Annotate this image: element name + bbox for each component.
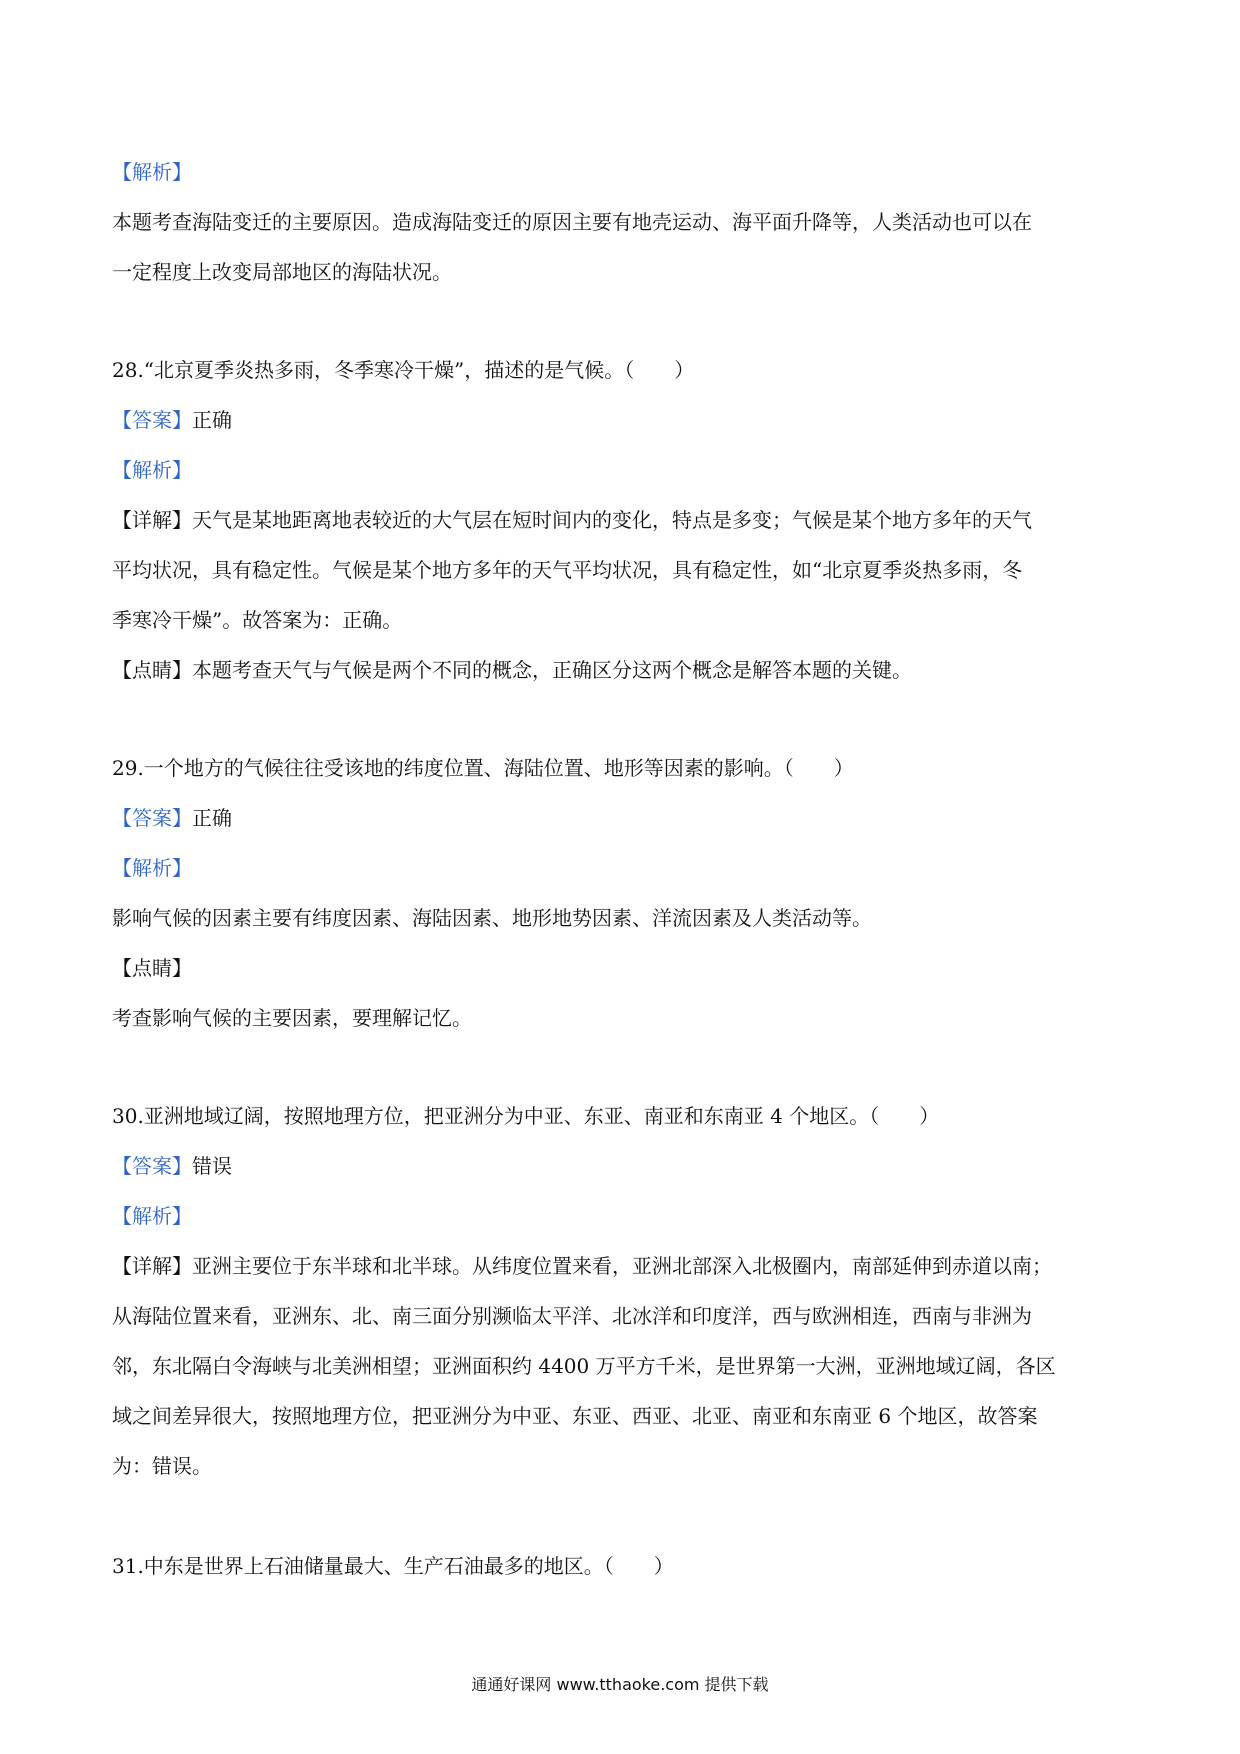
answer-label: 【答案】 (112, 408, 192, 432)
answer-row-28 (112, 406, 1132, 434)
analysis-heading-30 (112, 1202, 1132, 1230)
detail-text-28-line3: 季寒冷干燥”。故答案为：正确。 (112, 608, 403, 632)
analysis-label: 【解析】 (112, 856, 192, 880)
highlight-text-29: 考查影响气候的主要因素，要理解记忆。 (112, 1006, 472, 1030)
analysis-label: 【解析】 (112, 1204, 192, 1228)
question-31: 31.中东是世界上石油储量最大、生产石油最多的地区。（ ） (112, 1554, 674, 1578)
question-30: 30.亚洲地域辽阔，按照地理方位，把亚洲分为中亚、东亚、南亚和东南亚 4 个地区。（ ） (112, 1104, 940, 1128)
analysis-text-27-line1: 本题考查海陆变迁的主要原因。造成海陆变迁的原因主要有地壳运动、海平面升降等，人类活动也可以在 (112, 210, 1032, 234)
question-29: 29.一个地方的气候往往受该地的纬度位置、海陆位置、地形等因素的影响。（ ） (112, 756, 854, 780)
footer-text: 通通好课网 www.tthaoke.com 提供下载 (471, 1675, 769, 1694)
highlight-label: 【点睛】 (112, 658, 192, 682)
detail-label: 【详解】 (112, 1254, 192, 1278)
answer-value-28: 正确 (192, 408, 232, 432)
detail-row-30-line1 (112, 1252, 1132, 1280)
detail-text-28-line2: 平均状况，具有稳定性。气候是某个地方多年的天气平均状况，具有稳定性，如“北京夏季炎热多雨，冬 (112, 558, 1023, 582)
answer-label: 【答案】 (112, 806, 192, 830)
analysis-text-29: 影响气候的因素主要有纬度因素、海陆因素、地形地势因素、洋流因素及人类活动等。 (112, 906, 872, 930)
answer-label: 【答案】 (112, 1154, 192, 1178)
analysis-heading-27 (112, 158, 1132, 186)
analysis-label: 【解析】 (112, 458, 192, 482)
answer-row-29 (112, 804, 1132, 832)
detail-row-28-line1 (112, 506, 1132, 534)
answer-value-29: 正确 (192, 806, 232, 830)
detail-text-30-line5: 为：错误。 (112, 1454, 212, 1478)
highlight-label: 【点睛】 (112, 956, 192, 980)
detail-text-30-line1: 亚洲主要位于东半球和北半球。从纬度位置来看，亚洲北部深入北极圈内，南部延伸到赤道以南； (192, 1254, 1052, 1278)
analysis-heading-29 (112, 854, 1132, 882)
detail-text-30-line2: 从海陆位置来看，亚洲东、北、南三面分别濒临太平洋、北冰洋和印度洋，西与欧洲相连，西南与非洲为 (112, 1304, 1032, 1328)
highlight-text-28: 本题考查天气与气候是两个不同的概念，正确区分这两个概念是解答本题的关键。 (192, 658, 912, 682)
detail-text-28-line1: 天气是某地距离地表较近的大气层在短时间内的变化，特点是多变；气候是某个地方多年的天气 (192, 508, 1032, 532)
analysis-heading-28 (112, 456, 1132, 484)
question-28: 28.“北京夏季炎热多雨，冬季寒冷干燥”，描述的是气候。（ ） (112, 358, 695, 382)
analysis-text-27-line2: 一定程度上改变局部地区的海陆状况。 (112, 260, 452, 284)
analysis-label: 【解析】 (112, 160, 192, 184)
highlight-heading-29 (112, 954, 1132, 982)
detail-text-30-line3: 邻，东北隔白令海峡与北美洲相望；亚洲面积约 4400 万平方千米，是世界第一大洲，亚洲地域辽阔，各区 (112, 1354, 1056, 1378)
answer-value-30: 错误 (192, 1154, 232, 1178)
detail-text-30-line4: 域之间差异很大，按照地理方位，把亚洲分为中亚、东亚、西亚、北亚、南亚和东南亚 6 个地区，故答案 (112, 1404, 1038, 1428)
detail-label: 【详解】 (112, 508, 192, 532)
answer-row-30 (112, 1152, 1132, 1180)
highlight-row-28 (112, 656, 1132, 684)
